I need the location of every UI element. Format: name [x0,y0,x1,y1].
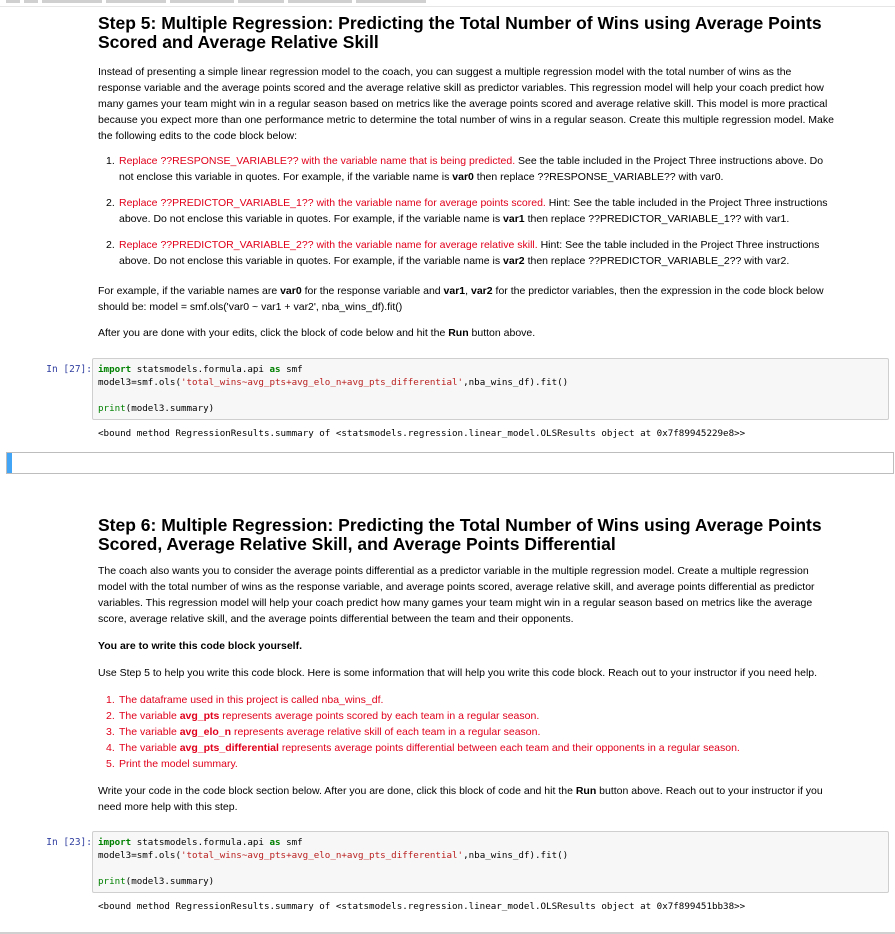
list-item: 5. Print the model summary. [106,758,238,770]
step6-intro [98,563,883,627]
notebook-toolbar-edge [0,0,895,7]
step6-intro-line: variables. This regression model will help your coach predict how many games your team might win in a regular season based on metrics like the average [98,597,813,609]
selected-cell-indicator [7,453,12,473]
step6-markdown-cell[interactable] [98,516,883,554]
toolbar-segment [106,0,166,3]
list-item: 3. The variable avg_elo_n represents average relative skill of each team in a regular season. [106,726,541,738]
code-line: model3=smf.ols('total_wins~avg_pts+avg_elo_n+avg_pts_differential',nba_wins_df).fit() [98,850,569,861]
red-instruction: Replace ??PREDICTOR_VARIABLE_2?? with the variable name for average relative skill. [119,239,538,251]
toolbar-segment [170,0,234,3]
code-line: print(model3.summary) [98,876,215,887]
cell-prompt: In [27]: [46,364,92,375]
code-line: import statsmodels.formula.api as smf [98,837,303,848]
toolbar-segment [288,0,352,3]
step5-intro-line: because you expect more than one performance metric to determine the total number of wins in a regular season. Create this multiple regression model. Make [98,114,834,126]
step6-info-list [98,692,883,772]
list-item: 4. The variable avg_pts_differential represents average points differential between each team and their opponents in a regular season. [106,742,740,754]
step6-write-note: Write your code in the code block section below. After you are done, click this block of code and hit the Run button above. Reach out to your instructor if you need more help with this step. [98,785,823,813]
step5-instructions-list [98,153,883,269]
code-line: import statsmodels.formula.api as smf [98,364,303,375]
step6-intro-line: model with the total number of wins as the response variable, and average points scored, average relative skill, and average points differential as predictor [98,581,815,593]
step5-intro-line: Instead of presenting a simple linear regression model to the coach, you can suggest a multiple regression model with the total number of wins as the [98,66,792,78]
list-item: 1. The dataframe used in this project is called nba_wins_df. [106,694,384,706]
list-item: 1. Replace ??RESPONSE_VARIABLE?? with the variable name that is being predicted. See the table included in the Project Three instructions above. Do not enclose this variable in quotes. For example, if the variable name is var0 then replace ??RESPONSE_VARIABLE?? with var0. [106,155,824,183]
red-instruction: Replace ??PREDICTOR_VARIABLE_1?? with the variable name for average points scored. [119,197,546,209]
step6-intro-line: The coach also wants you to consider the average points differential as a predictor variable in the multiple regression model. Create a multiple regression [98,565,809,577]
step5-intro [98,64,883,144]
step6-use-step5: Use Step 5 to help you write this code block. Here is some information that will help you write this code block. Reach out to your instructor if you need help. [98,667,818,679]
list-item: 2. The variable avg_pts represents average points scored by each team in a regular season. [106,710,540,722]
toolbar-segment [6,0,20,3]
step5-example: For example, if the variable names are var0 for the response variable and var1, var2 for the predictor variables, then the expression in the code block below should be: model = smf.ols('var0 ~ var1 + var2', nba_wins_df).fit() [98,285,824,313]
empty-code-cell[interactable] [6,452,894,474]
cell-output-1: <bound method RegressionResults.summary of <statsmodels.regression.linear_model.OLSResults object at 0x7f89945229e8>> [98,428,746,439]
step5-title: Step 5: Multiple Regression: Predicting the Total Number of Wins using Average Points Scored and Average Relative Skill [98,13,822,52]
toolbar-segment [356,0,426,3]
toolbar-segment [238,0,284,3]
code-cell-1[interactable] [92,358,889,420]
list-item: 2. Replace ??PREDICTOR_VARIABLE_2?? with the variable name for average relative skill. Hint: See the table included in the Project Three instructions above. Do not enclose this variable in quotes. For example, if the variable name is var2 then replace ??PREDICTOR_VARIABLE_2?? with var2. [106,239,820,267]
step5-intro-line: response variable and the average points scored and the average relative skill as predictor variables. This regression model will help your coach predict how [98,82,824,94]
cell-prompt: In [23]: [46,837,92,848]
step6-title: Step 6: Multiple Regression: Predicting the Total Number of Wins using Average Points Scored, Average Relative Skill, and Average Points Differential [98,515,822,554]
step5-intro-line: many games your team might win in a regular season based on metrics like the average points scored and average relative skill. This model is more practical [98,98,828,110]
code-line: print(model3.summary) [98,403,215,414]
code-line: model3=smf.ols('total_wins~avg_pts+avg_elo_n+avg_pts_differential',nba_wins_df).fit() [98,377,569,388]
red-instruction: Replace ??RESPONSE_VARIABLE?? with the variable name that is being predicted. [119,155,516,167]
step5-intro-line: the following edits to the code block below: [98,130,298,142]
step6-intro-line: score, average relative skill, and the average points differential between the team and their opponents. [98,613,574,625]
code-cell-2[interactable] [92,831,889,893]
cell-output-2: <bound method RegressionResults.summary of <statsmodels.regression.linear_model.OLSResults object at 0x7f899451bb38>> [98,901,746,912]
step5-after-note: After you are done with your edits, click the block of code below and hit the Run button above. [98,327,536,339]
step6-bold-note: You are to write this code block yourself. [98,640,303,652]
list-item: 2. Replace ??PREDICTOR_VARIABLE_1?? with the variable name for average points scored. Hint: See the table included in the Project Three instructions above. Do not enclose this variable in quotes. For example, if the variable name is var1 then replace ??PREDICTOR_VARIABLE_1?? with var1. [106,197,828,225]
toolbar-segment [24,0,38,3]
step5-markdown-cell[interactable] [98,14,883,52]
toolbar-segment [42,0,102,3]
